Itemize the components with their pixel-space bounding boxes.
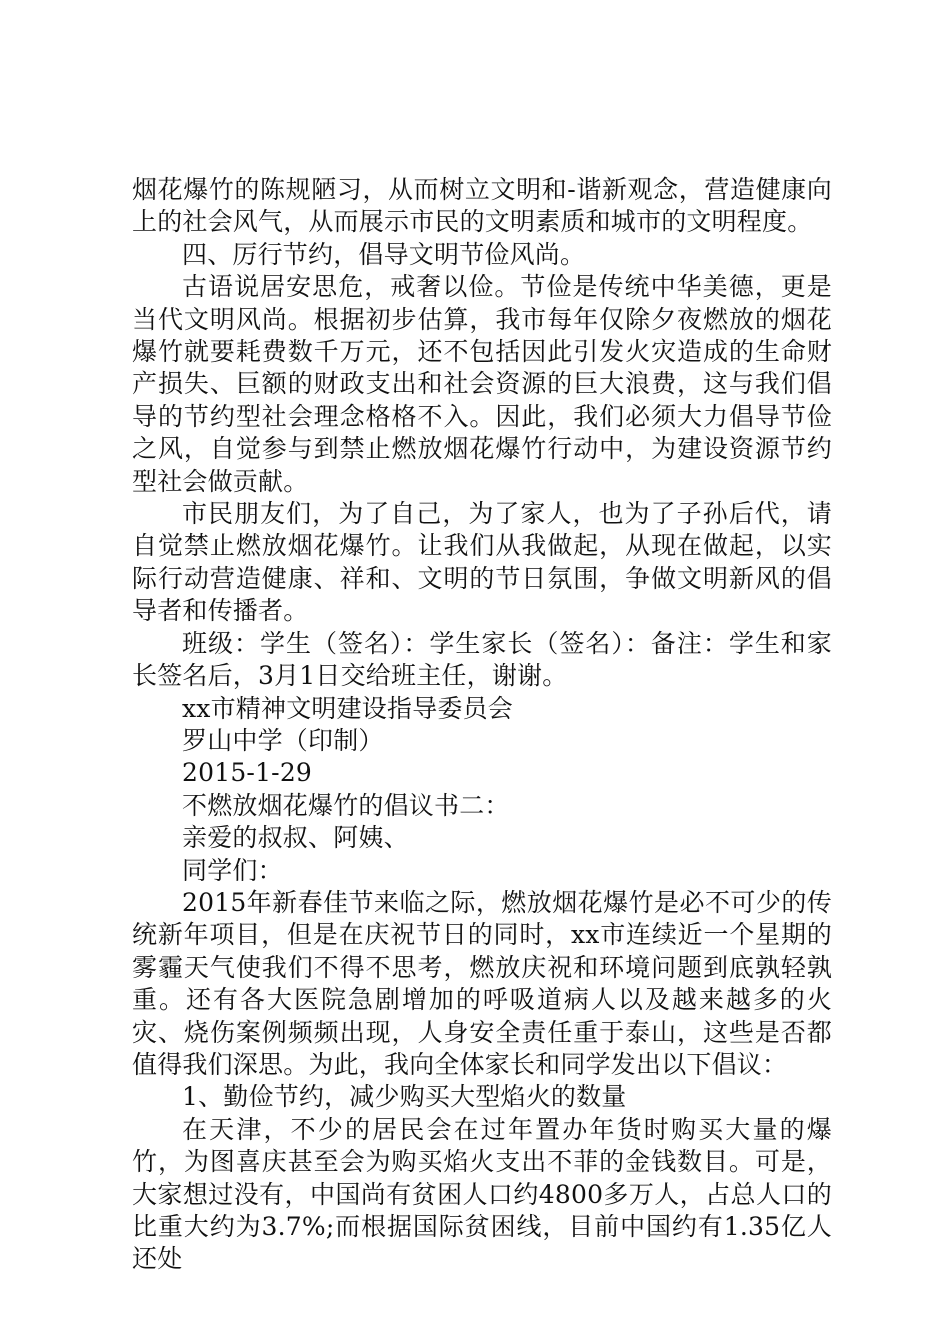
document-body — [132, 174, 832, 1276]
section-heading-four: 四、厉行节约，倡导文明节俭风尚。 — [182, 239, 586, 269]
paragraph-continued: 烟花爆竹的陈规陋习，从而树立文明和-谐新观念，营造健康向上的社会风气，从而展示市民的文明素质和城市的文明程度。 — [132, 175, 832, 237]
paragraph-signature-note: 班级：学生（签名）：学生家长（签名）：备注：学生和家长签名后，3月1日交给班主任，谢谢。 — [132, 628, 832, 691]
issue-date: 2015-1-29 — [182, 758, 313, 788]
salutation-adults: 亲爱的叔叔、阿姨、 — [182, 823, 409, 853]
salutation-students: 同学们： — [182, 855, 283, 885]
paragraph-intro-two: 2015年新春佳节来临之际，燃放烟花爆竹是必不可少的传统新年项目，但是在庆祝节日的同时，xx市连续近一个星期的雾霾天气使我们不得不思考，燃放庆祝和环境问题到底孰轻孰重。还有各大医院急剧增加的呼吸道病人以及越来越多的火灾、烧伤案例频频出现，人身安全责任重于泰山，这些是否都值得我们深思。为此，我向全体家长和同学发出以下倡议： — [132, 887, 832, 1079]
item-one-heading: 1、勤俭节约，减少购买大型焰火的数量 — [182, 1082, 627, 1112]
paragraph-frugality: 古语说居安思危，戒奢以俭。节俭是传统中华美德，更是当代文明风尚。根据初步估算，我市每年仅除夕夜燃放的烟花爆竹就要耗费数千万元，还不包括因此引发火灾造成的生命财产损失、巨额的财政支出和社会资源的巨大浪费，这与我们倡导的节约型社会理念格格不入。因此，我们必须大力倡导节俭之风，自觉参与到禁止燃放烟花爆竹行动中，为建设资源节约型社会做贡献。 — [132, 272, 832, 496]
issuer-school: 罗山中学（印制） — [182, 725, 384, 755]
proposal-two-title: 不燃放烟花爆竹的倡议书二： — [182, 790, 510, 820]
paragraph-appeal: 市民朋友们，为了自己，为了家人，也为了子孙后代，请自觉禁止燃放烟花爆竹。让我们从我做起，从现在做起，以实际行动营造健康、祥和、文明的节日氛围，争做文明新风的倡导者和传播者。 — [132, 499, 832, 626]
paragraph-tianjin: 在天津，不少的居民会在过年置办年货时购买大量的爆竹，为图喜庆甚至会为购买焰火支出不菲的金钱数目。可是，大家想过没有，中国尚有贫困人口约4800多万人，占总人口的比重大约为3.7%;而根据国际贫困线，目前中国约有1.35亿人还处 — [132, 1114, 832, 1274]
issuer-committee: xx市精神文明建设指导委员会 — [182, 693, 513, 723]
